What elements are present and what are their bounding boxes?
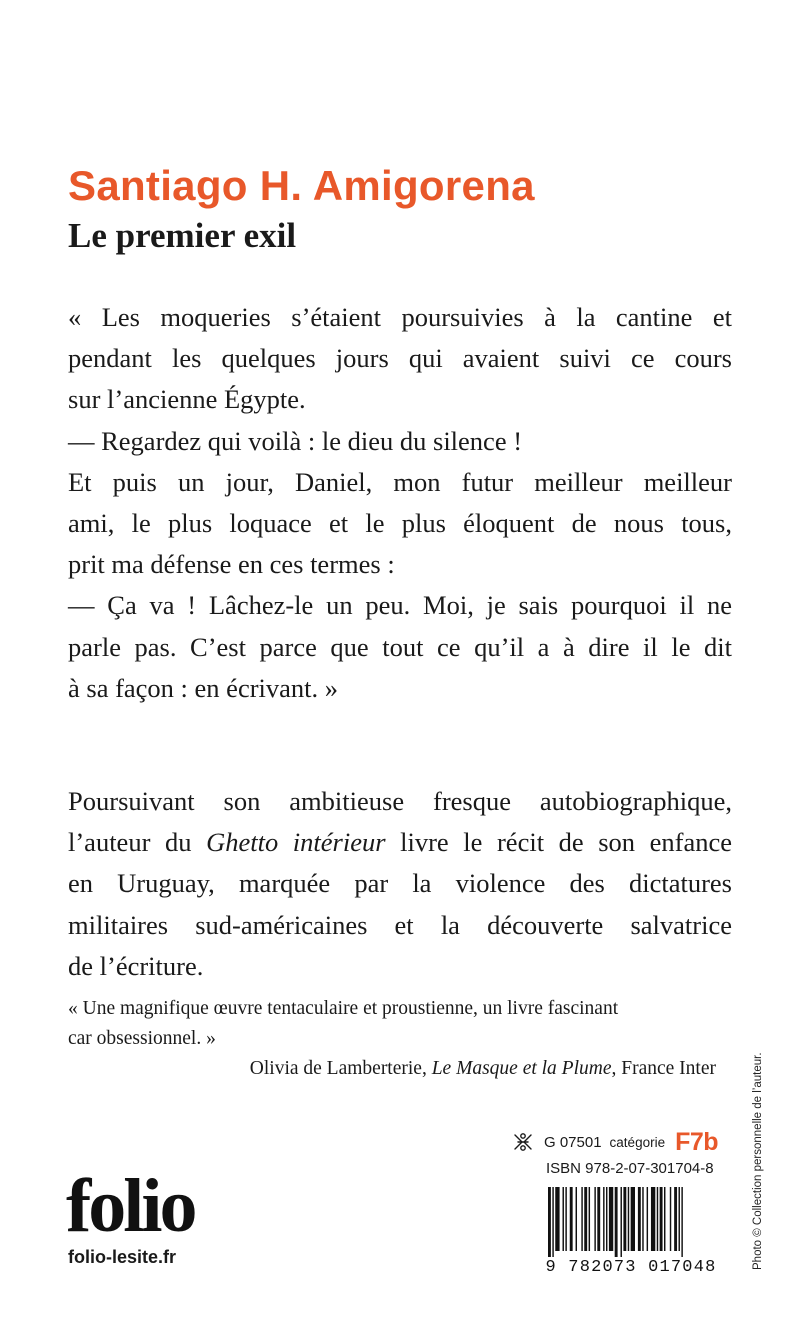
summary-line: en Uruguay, marquée par la violence des dictatures (68, 868, 732, 899)
barcode-bar (628, 1187, 629, 1251)
barcode-bar (631, 1187, 635, 1251)
barcode-bar (548, 1187, 551, 1257)
book-title: Le premier exil (68, 216, 297, 255)
summary-text: livre le récit de son enfance (400, 827, 732, 858)
barcode-bar (642, 1187, 643, 1251)
barcode-bar (651, 1187, 655, 1251)
excerpt-line: prit ma défense en ces termes : (68, 549, 395, 580)
barcode-bar (679, 1187, 680, 1251)
barcode-bar (638, 1187, 641, 1251)
barcode-bar (555, 1187, 559, 1251)
isbn-number: ISBN 978-2-07-301704-8 (546, 1160, 714, 1177)
press-review (68, 994, 716, 1084)
barcode-bar (660, 1187, 663, 1251)
ean13-barcode (540, 1187, 722, 1275)
excerpt-line: Et puis un jour, Daniel, mon futur meilleur meilleur (68, 466, 732, 497)
barcode-bar (670, 1187, 671, 1251)
barcode-digits: 9 782073 017048 (545, 1258, 717, 1275)
barcode-bar (570, 1187, 573, 1251)
folio-logo: folio (66, 1164, 195, 1248)
excerpt-quote (68, 297, 732, 709)
book-summary (68, 781, 732, 987)
barcode-bar (609, 1187, 613, 1251)
review-line: « Une magnifique œuvre tentaculaire et proustienne, un livre fascinant (68, 998, 619, 1019)
barcode-bar (615, 1187, 618, 1257)
review-attribution (68, 1054, 716, 1084)
barcode-bar (623, 1187, 626, 1251)
barcode-bar (657, 1187, 658, 1251)
barcode-bar (597, 1187, 600, 1251)
barcode-bar (647, 1187, 648, 1251)
barcode-bar (581, 1187, 582, 1251)
excerpt-line: pendant les quelques jours qui avaient suivi ce cours (68, 343, 732, 374)
barcode-bar (552, 1187, 553, 1257)
barcode-bar (674, 1187, 677, 1251)
gallimard-monogram-icon (512, 1132, 534, 1152)
barcode-bar (603, 1187, 604, 1251)
barcode-bar (565, 1187, 566, 1251)
excerpt-line: — Ça va ! Lâchez-le un peu. Moi, je sais pourquoi il ne (68, 590, 732, 621)
barcode-bar (664, 1187, 665, 1251)
excerpt-line: — Regardez qui voilà : le dieu du silence ! (68, 425, 523, 456)
barcode-bar (584, 1187, 587, 1251)
show-name: Le Masque et la Plume (431, 1058, 612, 1079)
product-code: G 07501 (544, 1133, 602, 1151)
summary-text: l’auteur du (68, 827, 192, 858)
barcode-bars (548, 1187, 683, 1257)
category-code: F7b (675, 1127, 719, 1156)
barcode-bar (594, 1187, 595, 1251)
excerpt-line: « Les moqueries s’étaient poursuivies à la cantine et (68, 302, 732, 332)
barcode-bar (621, 1187, 622, 1257)
summary-line: militaires sud-américaines et la découverte salvatrice (68, 909, 732, 940)
barcode-bar (563, 1187, 564, 1251)
excerpt-line: parle pas. C’est parce que tout ce qu’il a à dire il le dit (68, 631, 732, 662)
excerpt-line: sur l’ancienne Égypte. (68, 384, 306, 415)
category-label: catégorie (609, 1134, 666, 1150)
publisher-website: folio-lesite.fr (68, 1247, 177, 1267)
barcode-bar (589, 1187, 590, 1251)
summary-line: de l’écriture. (68, 950, 204, 981)
excerpt-line: à sa façon : en écrivant. » (68, 672, 339, 703)
barcode-bar (606, 1187, 607, 1251)
author-name: Santiago H. Amigorena (68, 162, 535, 209)
publisher-code-row (512, 1129, 722, 1155)
barcode-bar (576, 1187, 577, 1251)
excerpt-line: ami, le plus loquace et le plus éloquent de nous tous, (68, 507, 732, 538)
barcode-bar (681, 1187, 682, 1257)
photo-credit: Photo © Collection personnelle de l’auteur. (752, 1052, 764, 1270)
summary-line (68, 822, 732, 863)
review-line: car obsessionnel. » (68, 1028, 216, 1049)
summary-line: Poursuivant son ambitieuse fresque autobiographique, (68, 786, 732, 816)
referenced-book-title: Ghetto intérieur (206, 827, 386, 858)
reviewer-name: Olivia de Lamberterie, (249, 1058, 427, 1079)
station-name: , France Inter (611, 1058, 716, 1079)
